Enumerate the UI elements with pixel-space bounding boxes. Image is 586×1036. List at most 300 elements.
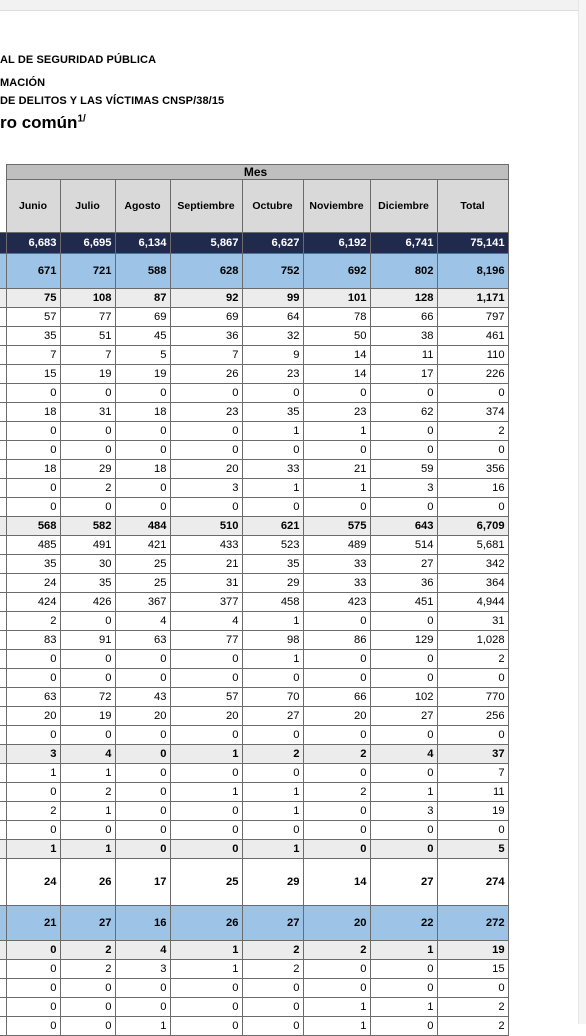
- table-row: [0, 802, 508, 821]
- table-cell: 4: [115, 612, 170, 631]
- table-row: [0, 233, 508, 254]
- title-footnote-mark: 1/: [77, 113, 86, 125]
- page-title-text: ro común: [0, 113, 78, 132]
- table-row: [0, 764, 508, 783]
- table-cell: 17: [370, 365, 437, 384]
- table-cell: 1: [242, 479, 303, 498]
- table-cell: 0: [370, 441, 437, 460]
- table-cell: 4: [170, 612, 242, 631]
- table-cell: 0: [6, 783, 60, 802]
- table-cell: 356: [437, 460, 508, 479]
- table-cell: 0: [60, 384, 115, 403]
- table-row: [0, 1017, 508, 1036]
- table-cell: 17: [115, 859, 170, 906]
- table-cell: 451: [370, 593, 437, 612]
- table-cell: 0: [115, 745, 170, 764]
- table-cell: 621: [242, 517, 303, 536]
- table-cell: 35: [6, 555, 60, 574]
- table-cell: 2: [303, 745, 370, 764]
- table-cell: 0: [60, 612, 115, 631]
- table-row: [0, 517, 508, 536]
- table-row: [0, 460, 508, 479]
- table-cell: 1: [170, 783, 242, 802]
- table-cell: 0: [242, 669, 303, 688]
- table-cell: 23: [242, 365, 303, 384]
- table-cell: 1: [170, 960, 242, 979]
- table-cell: 0: [170, 979, 242, 998]
- table-cell: 489: [303, 536, 370, 555]
- table-cell: 7: [6, 346, 60, 365]
- table-cell: 128: [370, 289, 437, 308]
- table-cell: 25: [115, 555, 170, 574]
- table-cell: 31: [170, 574, 242, 593]
- header-line-3: DE DELITOS Y LAS VÍCTIMAS CNSP/38/15: [0, 95, 225, 107]
- table-cell: 45: [115, 327, 170, 346]
- table-cell: 18: [6, 460, 60, 479]
- table-cell: 0: [303, 802, 370, 821]
- table-cell: 27: [370, 555, 437, 574]
- table-cell: 1: [242, 783, 303, 802]
- table-cell: 588: [115, 254, 170, 289]
- table-cell: 20: [303, 707, 370, 726]
- table-cell: 0: [6, 479, 60, 498]
- table-cell: 0: [303, 384, 370, 403]
- table-cell: 0: [6, 498, 60, 517]
- table-cell: 0: [303, 726, 370, 745]
- table-row: [0, 441, 508, 460]
- table-cell: 33: [303, 574, 370, 593]
- table-row: [0, 745, 508, 764]
- table-cell: 3: [370, 479, 437, 498]
- crime-statistics-table: [0, 164, 509, 1036]
- table-row: [0, 422, 508, 441]
- table-cell: 6,709: [437, 517, 508, 536]
- table-cell: 0: [370, 384, 437, 403]
- table-cell: 2: [60, 941, 115, 960]
- table-cell: 1: [60, 764, 115, 783]
- table-row: [0, 289, 508, 308]
- table-cell: 0: [242, 726, 303, 745]
- table-cell: 0: [6, 441, 60, 460]
- table-cell: 3: [115, 960, 170, 979]
- table-cell: 426: [60, 593, 115, 612]
- table-cell: 50: [303, 327, 370, 346]
- table-cell: 32: [242, 327, 303, 346]
- table-cell: 0: [115, 802, 170, 821]
- table-cell: 27: [242, 707, 303, 726]
- table-cell: 0: [370, 650, 437, 669]
- table-cell: 0: [370, 821, 437, 840]
- top-bar: [0, 0, 586, 10]
- column-header-diciembre: Diciembre: [370, 180, 437, 233]
- table-cell: 1: [303, 422, 370, 441]
- table-cell: 19: [437, 941, 508, 960]
- table-cell: 671: [6, 254, 60, 289]
- table-cell: 31: [437, 612, 508, 631]
- column-header-septiembre: Septiembre: [170, 180, 242, 233]
- table-cell: 14: [303, 859, 370, 906]
- table-cell: 0: [115, 783, 170, 802]
- table-row: [0, 612, 508, 631]
- table-cell: 491: [60, 536, 115, 555]
- table-cell: 0: [60, 726, 115, 745]
- table-row: [0, 327, 508, 346]
- table-row: [0, 941, 508, 960]
- table-cell: 510: [170, 517, 242, 536]
- table-cell: 92: [170, 289, 242, 308]
- table-cell: 3: [170, 479, 242, 498]
- table-cell: 43: [115, 688, 170, 707]
- table-cell: 1: [242, 650, 303, 669]
- table-row: [0, 688, 508, 707]
- table-cell: 69: [170, 308, 242, 327]
- table-cell: 0: [170, 441, 242, 460]
- column-header-octubre: Octubre: [242, 180, 303, 233]
- table-cell: 2: [60, 960, 115, 979]
- table-cell: 15: [437, 960, 508, 979]
- table-cell: 18: [115, 403, 170, 422]
- table-cell: 35: [6, 327, 60, 346]
- table-cell: 77: [60, 308, 115, 327]
- table-cell: 575: [303, 517, 370, 536]
- table-cell: 0: [242, 821, 303, 840]
- table-cell: 0: [303, 669, 370, 688]
- column-header-julio: Julio: [60, 180, 115, 233]
- table-cell: 0: [370, 1017, 437, 1036]
- table-row: [0, 783, 508, 802]
- table-cell: 6,683: [6, 233, 60, 254]
- table-cell: 35: [242, 555, 303, 574]
- table-cell: 15: [6, 365, 60, 384]
- table-cell: 63: [6, 688, 60, 707]
- table-cell: 0: [170, 998, 242, 1017]
- table-cell: 66: [370, 308, 437, 327]
- table-cell: 4: [115, 941, 170, 960]
- table-cell: 0: [60, 821, 115, 840]
- table-cell: 367: [115, 593, 170, 612]
- table-cell: 36: [370, 574, 437, 593]
- table-cell: 0: [170, 802, 242, 821]
- table-cell: 69: [115, 308, 170, 327]
- table-cell: 0: [437, 979, 508, 998]
- table-cell: 0: [242, 998, 303, 1017]
- table-cell: 20: [6, 707, 60, 726]
- table-cell: 628: [170, 254, 242, 289]
- table-cell: 0: [303, 441, 370, 460]
- table-row: [0, 498, 508, 517]
- table-cell: 0: [242, 384, 303, 403]
- table-cell: 129: [370, 631, 437, 650]
- table-row: [0, 979, 508, 998]
- table-cell: 0: [115, 726, 170, 745]
- table-cell: 4,944: [437, 593, 508, 612]
- table-cell: 0: [370, 840, 437, 859]
- table-cell: 21: [6, 906, 60, 941]
- table-cell: 35: [60, 574, 115, 593]
- table-row: [0, 593, 508, 612]
- table-cell: 6,741: [370, 233, 437, 254]
- table-cell: 1: [6, 840, 60, 859]
- table-cell: 27: [242, 906, 303, 941]
- table-cell: 75,141: [437, 233, 508, 254]
- table-cell: 2: [242, 960, 303, 979]
- table-cell: 0: [6, 384, 60, 403]
- table-cell: 16: [115, 906, 170, 941]
- table-row: [0, 669, 508, 688]
- table-cell: 364: [437, 574, 508, 593]
- table-cell: 29: [242, 574, 303, 593]
- table-cell: 770: [437, 688, 508, 707]
- table-cell: 0: [6, 422, 60, 441]
- table-cell: 2: [303, 783, 370, 802]
- table-cell: 0: [370, 612, 437, 631]
- table-cell: 33: [242, 460, 303, 479]
- table-cell: 2: [6, 802, 60, 821]
- table-cell: 1: [60, 840, 115, 859]
- table-cell: 7: [437, 764, 508, 783]
- table-cell: 66: [303, 688, 370, 707]
- table-cell: 25: [170, 859, 242, 906]
- table-cell: 2: [242, 941, 303, 960]
- table-cell: 16: [437, 479, 508, 498]
- table-cell: 101: [303, 289, 370, 308]
- table-cell: 0: [170, 1017, 242, 1036]
- table-cell: 433: [170, 536, 242, 555]
- table-cell: 0: [115, 441, 170, 460]
- table-cell: 6,627: [242, 233, 303, 254]
- table-cell: 0: [242, 441, 303, 460]
- table-cell: 2: [437, 998, 508, 1017]
- table-cell: 86: [303, 631, 370, 650]
- table-cell: 0: [6, 821, 60, 840]
- table-cell: 77: [170, 631, 242, 650]
- table-row: [0, 384, 508, 403]
- table-cell: 1: [303, 479, 370, 498]
- table-cell: 2: [60, 479, 115, 498]
- table-cell: 24: [6, 574, 60, 593]
- table-cell: 721: [60, 254, 115, 289]
- table-cell: 25: [115, 574, 170, 593]
- table-cell: 0: [115, 422, 170, 441]
- table-cell: 23: [170, 403, 242, 422]
- table-row: [0, 536, 508, 555]
- table-row: [0, 707, 508, 726]
- table-cell: 87: [115, 289, 170, 308]
- table-cell: 256: [437, 707, 508, 726]
- header-line-1: AL DE SEGURIDAD PÚBLICA: [0, 54, 157, 66]
- table-cell: 0: [437, 384, 508, 403]
- table-cell: 692: [303, 254, 370, 289]
- table-cell: 0: [60, 441, 115, 460]
- table-cell: 26: [170, 365, 242, 384]
- column-header-junio: Junio: [6, 180, 60, 233]
- table-cell: 0: [303, 960, 370, 979]
- table-cell: 0: [303, 612, 370, 631]
- table-cell: 0: [60, 422, 115, 441]
- table-cell: 0: [437, 726, 508, 745]
- page-title: [0, 113, 86, 133]
- table-cell: 423: [303, 593, 370, 612]
- table-cell: 0: [170, 422, 242, 441]
- table-cell: 1: [370, 783, 437, 802]
- table-cell: 0: [303, 840, 370, 859]
- table-row: [0, 998, 508, 1017]
- table-row: [0, 906, 508, 941]
- table-cell: 0: [437, 441, 508, 460]
- table-cell: 18: [115, 460, 170, 479]
- table-cell: 0: [60, 669, 115, 688]
- table-cell: 2: [60, 783, 115, 802]
- table-cell: 2: [242, 745, 303, 764]
- table-cell: 9: [242, 346, 303, 365]
- table-cell: 64: [242, 308, 303, 327]
- table-cell: 20: [303, 906, 370, 941]
- table-cell: 274: [437, 859, 508, 906]
- table-cell: 0: [60, 998, 115, 1017]
- table-cell: 0: [115, 764, 170, 783]
- table-cell: 0: [6, 979, 60, 998]
- table-cell: 0: [370, 422, 437, 441]
- table-cell: 5: [437, 840, 508, 859]
- column-header-agosto: Agosto: [115, 180, 170, 233]
- table-cell: 37: [437, 745, 508, 764]
- table-cell: 20: [170, 460, 242, 479]
- table-cell: 4: [370, 745, 437, 764]
- table-cell: 374: [437, 403, 508, 422]
- table-cell: 0: [115, 669, 170, 688]
- table-cell: 0: [6, 998, 60, 1017]
- table-cell: 0: [303, 764, 370, 783]
- table-cell: 5,681: [437, 536, 508, 555]
- table-cell: 57: [6, 308, 60, 327]
- table-cell: 1: [242, 802, 303, 821]
- table-cell: 0: [370, 498, 437, 517]
- table-row: [0, 821, 508, 840]
- table-cell: 0: [242, 498, 303, 517]
- table-cell: 51: [60, 327, 115, 346]
- table-cell: 0: [115, 998, 170, 1017]
- table-cell: 33: [303, 555, 370, 574]
- table-cell: 4: [60, 745, 115, 764]
- table-cell: 0: [115, 821, 170, 840]
- table-cell: 0: [115, 840, 170, 859]
- table-cell: 568: [6, 517, 60, 536]
- table-cell: 1,028: [437, 631, 508, 650]
- table-cell: 62: [370, 403, 437, 422]
- table-row: [0, 403, 508, 422]
- header-line-2: MACIÓN: [0, 77, 46, 89]
- table-cell: 19: [437, 802, 508, 821]
- table-cell: 1: [303, 1017, 370, 1036]
- table-cell: 484: [115, 517, 170, 536]
- table-cell: 7: [170, 346, 242, 365]
- table-cell: 0: [170, 650, 242, 669]
- table-cell: 1: [60, 802, 115, 821]
- table-cell: 14: [303, 365, 370, 384]
- table-cell: 802: [370, 254, 437, 289]
- table-cell: 22: [370, 906, 437, 941]
- table-cell: 78: [303, 308, 370, 327]
- table-cell: 0: [170, 821, 242, 840]
- table-cell: 27: [60, 906, 115, 941]
- table-cell: 226: [437, 365, 508, 384]
- table-cell: 1: [115, 1017, 170, 1036]
- table-cell: 102: [370, 688, 437, 707]
- table-cell: 0: [6, 726, 60, 745]
- month-group-header-row: [0, 165, 508, 180]
- table-cell: 1: [170, 941, 242, 960]
- table-cell: 0: [303, 821, 370, 840]
- table-cell: 485: [6, 536, 60, 555]
- table-cell: 1: [242, 422, 303, 441]
- table-cell: 1: [370, 941, 437, 960]
- table-cell: 1: [6, 764, 60, 783]
- table-cell: 0: [437, 821, 508, 840]
- table-row: [0, 346, 508, 365]
- table-cell: 0: [170, 384, 242, 403]
- table-cell: 1: [370, 998, 437, 1017]
- table-cell: 1: [242, 840, 303, 859]
- table-cell: 11: [437, 783, 508, 802]
- table-cell: 0: [6, 941, 60, 960]
- table-cell: 582: [60, 517, 115, 536]
- table-cell: 30: [60, 555, 115, 574]
- table-cell: 57: [170, 688, 242, 707]
- table-cell: 6,192: [303, 233, 370, 254]
- table-cell: 5,867: [170, 233, 242, 254]
- table-cell: 99: [242, 289, 303, 308]
- table-cell: 424: [6, 593, 60, 612]
- table-cell: 110: [437, 346, 508, 365]
- table-cell: 0: [6, 650, 60, 669]
- table-cell: 36: [170, 327, 242, 346]
- column-header-noviembre: Noviembre: [303, 180, 370, 233]
- table-cell: 35: [242, 403, 303, 422]
- top-bar-divider: [0, 10, 586, 11]
- table-cell: 23: [303, 403, 370, 422]
- table-cell: 75: [6, 289, 60, 308]
- table-cell: 6,695: [60, 233, 115, 254]
- table-row: [0, 650, 508, 669]
- table-cell: 342: [437, 555, 508, 574]
- table-cell: 70: [242, 688, 303, 707]
- table-cell: 6,134: [115, 233, 170, 254]
- table-cell: 1: [303, 998, 370, 1017]
- table-cell: 0: [242, 1017, 303, 1036]
- table-cell: 3: [6, 745, 60, 764]
- table-cell: 0: [170, 764, 242, 783]
- table-cell: 752: [242, 254, 303, 289]
- table-cell: 1: [242, 612, 303, 631]
- table-cell: 20: [170, 707, 242, 726]
- table-cell: 0: [60, 498, 115, 517]
- table-cell: 377: [170, 593, 242, 612]
- table-cell: 0: [370, 764, 437, 783]
- table-row: [0, 726, 508, 745]
- table-cell: 0: [60, 979, 115, 998]
- table-cell: 0: [370, 979, 437, 998]
- vertical-scrollbar[interactable]: [578, 0, 586, 1024]
- table-cell: 14: [303, 346, 370, 365]
- table-row: [0, 254, 508, 289]
- table-cell: 19: [60, 707, 115, 726]
- table-cell: 1: [170, 745, 242, 764]
- table-row: [0, 631, 508, 650]
- table-cell: 1,171: [437, 289, 508, 308]
- table-cell: 0: [6, 960, 60, 979]
- table-cell: 7: [60, 346, 115, 365]
- table-row: [0, 859, 508, 906]
